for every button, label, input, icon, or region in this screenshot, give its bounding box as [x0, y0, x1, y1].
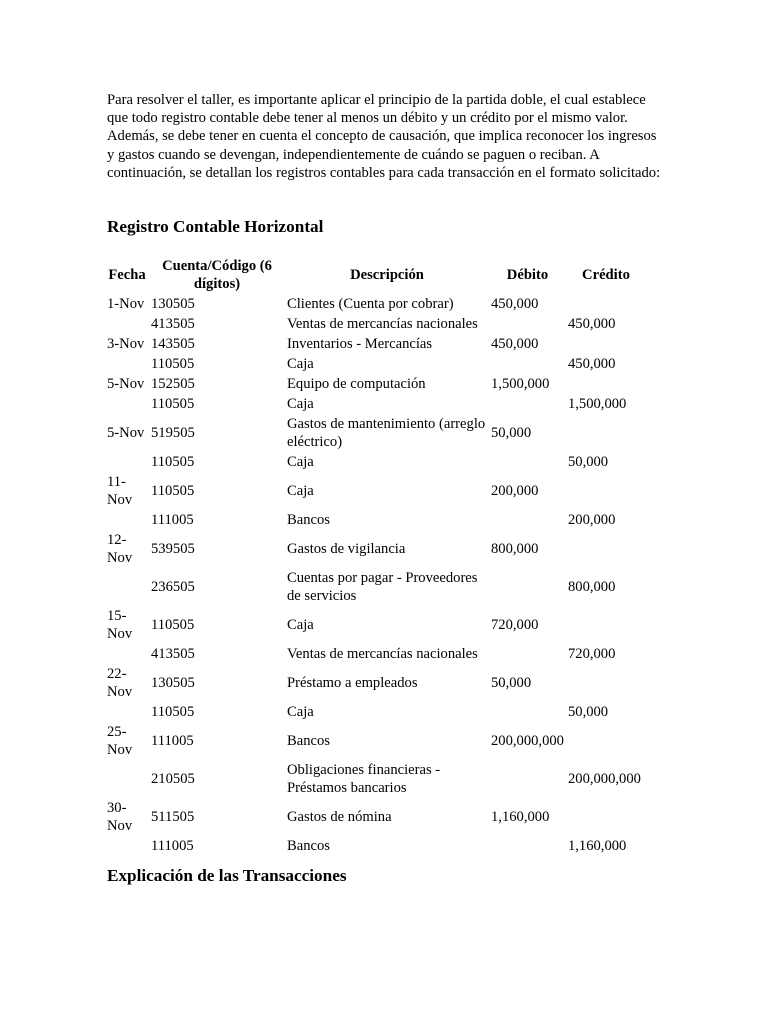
cell-debito: 200,000 [491, 483, 539, 499]
cell-debito [489, 510, 566, 530]
cell-cuenta: 539505 [151, 541, 195, 557]
cell-descripcion: Caja [287, 356, 314, 372]
table-row [105, 530, 646, 568]
cell-debito [489, 452, 566, 472]
table-row [105, 798, 646, 836]
cell-debito [489, 702, 566, 722]
ledger-table [105, 255, 646, 856]
cell-credito: 450,000 [567, 316, 616, 332]
table-row [105, 472, 646, 510]
cell-debito: 1,160,000 [491, 809, 550, 825]
cell-debito: 200,000,000 [491, 733, 564, 749]
cell-cuenta: 413505 [151, 316, 195, 332]
cell-cuenta: 130505 [151, 675, 195, 691]
cell-fecha [105, 354, 149, 374]
cell-descripcion: Bancos [287, 512, 330, 528]
table-row [105, 414, 646, 452]
cell-credito: 720,000 [567, 646, 616, 662]
header-descripcion: Descripción [350, 266, 424, 283]
table-row [105, 334, 646, 354]
cell-descripcion: Caja [287, 454, 314, 470]
table-row [105, 664, 646, 702]
cell-debito: 450,000 [491, 296, 539, 312]
cell-credito [566, 472, 646, 510]
cell-fecha [105, 394, 149, 414]
cell-cuenta: 111005 [151, 512, 194, 528]
cell-debito: 50,000 [491, 675, 532, 691]
cell-cuenta: 110505 [151, 396, 195, 412]
cell-credito: 200,000 [567, 512, 616, 528]
cell-descripcion: Gastos de mantenimiento (arreglo eléctrico) [287, 416, 486, 450]
cell-descripcion: Gastos de nómina [287, 809, 392, 825]
cell-credito [566, 722, 646, 760]
cell-debito: 800,000 [491, 541, 539, 557]
table-row [105, 606, 646, 644]
cell-credito [566, 530, 646, 568]
cell-descripcion: Caja [287, 704, 314, 720]
cell-fecha [105, 314, 149, 334]
cell-fecha [105, 510, 149, 530]
cell-fecha: 5-Nov [107, 376, 145, 392]
cell-cuenta: 130505 [151, 296, 195, 312]
header-fecha: Fecha [108, 266, 146, 283]
section-heading-registro: Registro Contable Horizontal [107, 217, 324, 236]
cell-debito [489, 760, 566, 798]
cell-fecha: 25-Nov [107, 724, 133, 758]
cell-debito: 50,000 [491, 425, 532, 441]
cell-credito: 450,000 [567, 356, 616, 372]
cell-fecha [105, 452, 149, 472]
cell-descripcion: Inventarios - Mercancías [287, 336, 433, 352]
cell-debito [489, 568, 566, 606]
table-row [105, 836, 646, 856]
cell-cuenta: 110505 [151, 483, 195, 499]
cell-cuenta: 110505 [151, 356, 195, 372]
cell-fecha [105, 644, 149, 664]
table-row [105, 374, 646, 394]
cell-credito [566, 294, 646, 314]
cell-descripcion: Caja [287, 617, 314, 633]
cell-credito [566, 374, 646, 394]
cell-credito [566, 606, 646, 644]
cell-credito: 50,000 [567, 454, 609, 470]
cell-descripcion: Caja [287, 483, 314, 499]
cell-credito: 200,000,000 [567, 771, 641, 787]
cell-fecha [105, 702, 149, 722]
cell-descripcion: Bancos [287, 733, 330, 749]
cell-debito [489, 836, 566, 856]
cell-fecha: 22-Nov [107, 666, 133, 700]
cell-descripcion: Ventas de mercancías nacionales [287, 646, 478, 662]
cell-fecha: 12-Nov [107, 532, 133, 566]
cell-fecha: 15-Nov [107, 608, 133, 642]
cell-descripcion: Gastos de vigilancia [287, 541, 406, 557]
table-row [105, 452, 646, 472]
section-heading-explicacion: Explicación de las Transacciones [107, 866, 347, 885]
cell-cuenta: 111005 [151, 733, 194, 749]
header-debito: Débito [506, 266, 549, 283]
table-row [105, 644, 646, 664]
table-row [105, 394, 646, 414]
table-row [105, 314, 646, 334]
intro-paragraph: Para resolver el taller, es importante aplicar el principio de la partida doble, el cual establece que todo registro contable debe tener al menos un débito y un crédito por el mismo valor. Además, se debe tener en cuenta el concepto de causación, que implica reconocer los ingresos y gastos cuando se devengan, independientemente de cuándo se paguen o reciban. A continuación, se detallan los registros contables para cada transacción en el formato solicitado: [107, 92, 661, 181]
cell-fecha: 3-Nov [107, 336, 145, 352]
table-row [105, 510, 646, 530]
cell-descripcion: Clientes (Cuenta por cobrar) [287, 296, 454, 312]
cell-cuenta: 110505 [151, 617, 195, 633]
cell-fecha [105, 760, 149, 798]
table-row [105, 294, 646, 314]
ledger-body [105, 294, 646, 856]
cell-credito: 1,500,000 [567, 396, 627, 412]
cell-cuenta: 110505 [151, 704, 195, 720]
cell-descripcion: Equipo de computación [287, 376, 426, 392]
cell-credito [566, 664, 646, 702]
cell-fecha: 5-Nov [107, 425, 145, 441]
table-row [105, 568, 646, 606]
cell-fecha: 30-Nov [107, 800, 133, 834]
cell-cuenta: 152505 [151, 376, 195, 392]
table-row [105, 354, 646, 374]
cell-descripcion: Bancos [287, 838, 330, 854]
cell-cuenta: 143505 [151, 336, 195, 352]
cell-debito [489, 354, 566, 374]
cell-cuenta: 511505 [151, 809, 195, 825]
cell-cuenta: 111005 [151, 838, 194, 854]
cell-debito: 1,500,000 [491, 376, 550, 392]
table-row [105, 702, 646, 722]
header-cuenta: Cuenta/Código (6 dígitos) [162, 257, 272, 292]
cell-credito: 50,000 [567, 704, 609, 720]
header-credito: Crédito [582, 266, 630, 283]
cell-fecha: 1-Nov [107, 296, 145, 312]
cell-debito [489, 644, 566, 664]
cell-descripcion: Cuentas por pagar - Proveedores de servicios [287, 570, 478, 604]
table-row [105, 760, 646, 798]
table-header-row [105, 255, 646, 294]
cell-fecha [105, 836, 149, 856]
cell-credito: 800,000 [567, 579, 616, 595]
cell-cuenta: 210505 [151, 771, 195, 787]
cell-debito [489, 314, 566, 334]
cell-debito: 720,000 [491, 617, 539, 633]
cell-cuenta: 519505 [151, 425, 195, 441]
cell-cuenta: 110505 [151, 454, 195, 470]
cell-fecha [105, 568, 149, 606]
cell-credito [566, 798, 646, 836]
cell-descripcion: Préstamo a empleados [287, 675, 418, 691]
cell-cuenta: 236505 [151, 579, 195, 595]
cell-descripcion: Ventas de mercancías nacionales [287, 316, 478, 332]
cell-credito [566, 414, 646, 452]
cell-debito [489, 394, 566, 414]
cell-cuenta: 413505 [151, 646, 195, 662]
table-row [105, 722, 646, 760]
cell-credito [566, 334, 646, 354]
cell-credito: 1,160,000 [567, 838, 627, 854]
cell-descripcion: Caja [287, 396, 314, 412]
cell-descripcion: Obligaciones financieras - Préstamos bancarios [287, 762, 441, 796]
cell-debito: 450,000 [491, 336, 539, 352]
cell-fecha: 11-Nov [107, 474, 133, 508]
